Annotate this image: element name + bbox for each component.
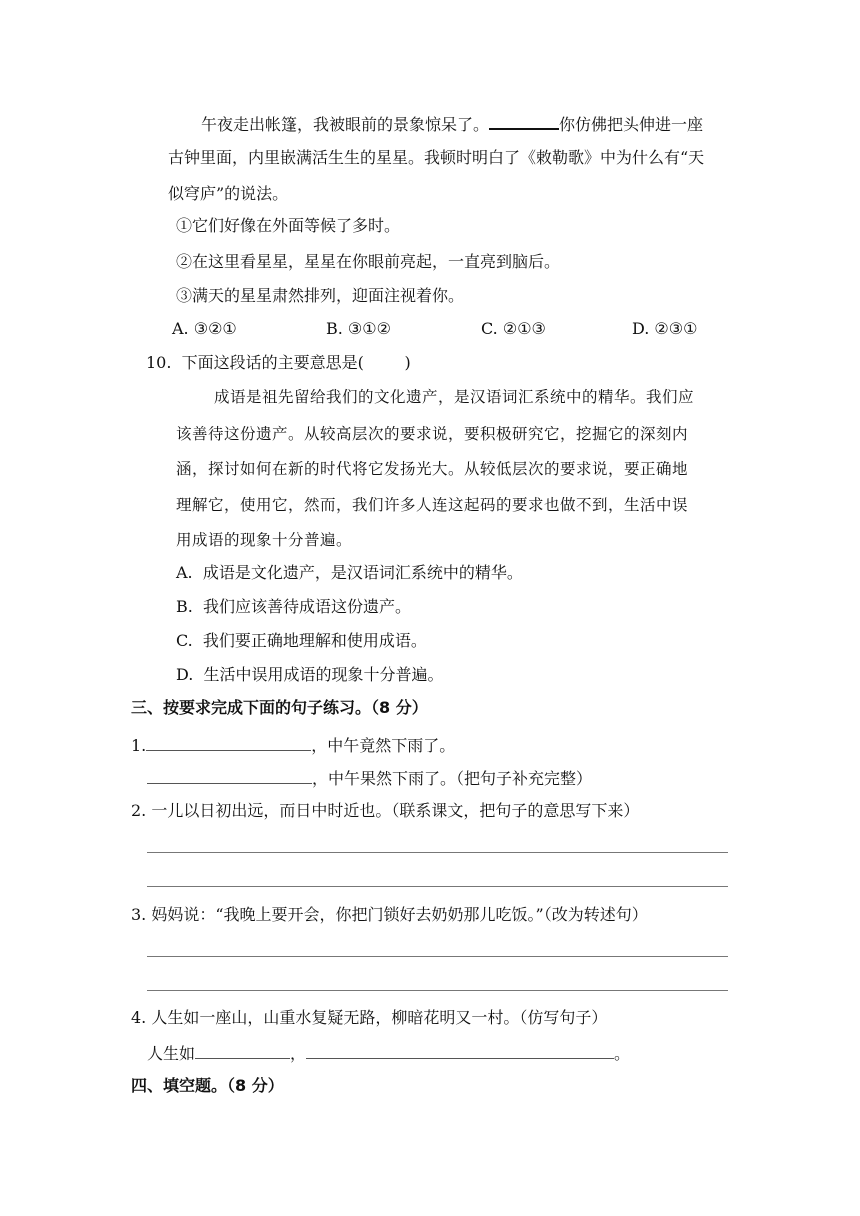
q10-passage-line-1: 成语是祖先留给我们的文化遗产，是汉语词汇系统中的精华。我们应 xyxy=(214,388,695,406)
s3-q4-blank-2[interactable] xyxy=(306,1041,614,1059)
q9-option-d[interactable]: D. ②③① xyxy=(632,319,698,338)
q10-stem: 10. 下面这段话的主要意思是( ) xyxy=(146,353,411,372)
s3-q4-end: 。 xyxy=(614,1044,631,1063)
s3-q1-number: 1. xyxy=(131,736,147,755)
q9-passage-line-3: 似穹庐”的说法。 xyxy=(168,184,289,203)
q9-passage-text-b: 你仿佛把头伸进一座 xyxy=(559,115,704,134)
s3-q4-comma: ， xyxy=(290,1044,307,1063)
s3-q4-blank-1[interactable] xyxy=(195,1041,290,1059)
section-3-heading: 三、按要求完成下面的句子练习。（8 分） xyxy=(131,698,428,717)
q10-passage-line-3: 涵，探讨如何在新的时代将它发扬光大。从较低层次的要求说，要正确地 xyxy=(176,460,689,478)
s3-q4-prefix: 人生如 xyxy=(147,1044,196,1063)
q9-sentence-3: ③满天的星星肃然排列，迎面注视着你。 xyxy=(176,286,465,305)
s3-q1-blank-2[interactable] xyxy=(147,766,312,784)
q10-option-b[interactable]: B. 我们应该善待成语这份遗产。 xyxy=(176,597,412,616)
q9-option-a[interactable]: A. ③②① xyxy=(172,319,237,338)
q10-passage-line-5: 用成语的现象十分普遍。 xyxy=(176,531,353,549)
q10-option-d[interactable]: D. 生活中误用成语的现象十分普遍。 xyxy=(176,665,444,684)
q9-passage-line-2: 古钟里面，内里嵌满活生生的星星。我顿时明白了《敕勒歌》中为什么有“天 xyxy=(168,148,705,167)
q9-answer-blank[interactable] xyxy=(489,111,559,130)
s3-q1-line-1 xyxy=(131,733,455,757)
q10-passage-line-2: 该善待这份遗产。从较高层次的要求说，要积极研究它，挖掘它的深刻内 xyxy=(176,425,689,443)
s3-q1-blank-1[interactable] xyxy=(146,733,311,751)
q9-sentence-1: ①它们好像在外面等候了多时。 xyxy=(176,216,401,235)
s3-q1-text-b: ，中午果然下雨了。（把句子补充完整） xyxy=(312,769,593,788)
s3-q2-answer-line-2[interactable] xyxy=(147,886,728,887)
q9-option-b[interactable]: B. ③①② xyxy=(326,319,391,338)
s3-q1-text-a: ，中午竟然下雨了。 xyxy=(311,736,456,755)
s3-q4: 4. 人生如一座山，山重水复疑无路，柳暗花明又一村。（仿写句子） xyxy=(131,1008,608,1027)
s3-q1-line-2 xyxy=(147,766,592,790)
s3-q2-answer-line-1[interactable] xyxy=(147,852,728,853)
q10-option-c[interactable]: C. 我们要正确地理解和使用成语。 xyxy=(176,631,427,650)
section-4-heading: 四、填空题。（8 分） xyxy=(131,1076,284,1095)
q10-passage-line-4: 理解它，使用它，然而，我们许多人连这起码的要求也做不到，生活中误 xyxy=(176,496,689,514)
s3-q4-answer-line xyxy=(147,1041,630,1065)
q9-passage-line-1 xyxy=(201,111,703,136)
s3-q3: 3. 妈妈说：“我晚上要开会，你把门锁好去奶奶那儿吃饭。”（改为转述句） xyxy=(131,905,648,924)
q10-option-a[interactable]: A. 成语是文化遗产，是汉语词汇系统中的精华。 xyxy=(176,563,523,582)
q9-option-c[interactable]: C. ②①③ xyxy=(481,319,546,338)
s3-q2: 2. 一儿以日初出远，而日中时近也。（联系课文，把句子的意思写下来） xyxy=(131,801,640,820)
s3-q3-answer-line-1[interactable] xyxy=(147,956,728,957)
q9-sentence-2: ②在这里看星星，星星在你眼前亮起，一直亮到脑后。 xyxy=(176,252,561,271)
s3-q3-answer-line-2[interactable] xyxy=(147,990,728,991)
q9-passage-text-a: 午夜走出帐篷，我被眼前的景象惊呆了。 xyxy=(201,115,490,134)
